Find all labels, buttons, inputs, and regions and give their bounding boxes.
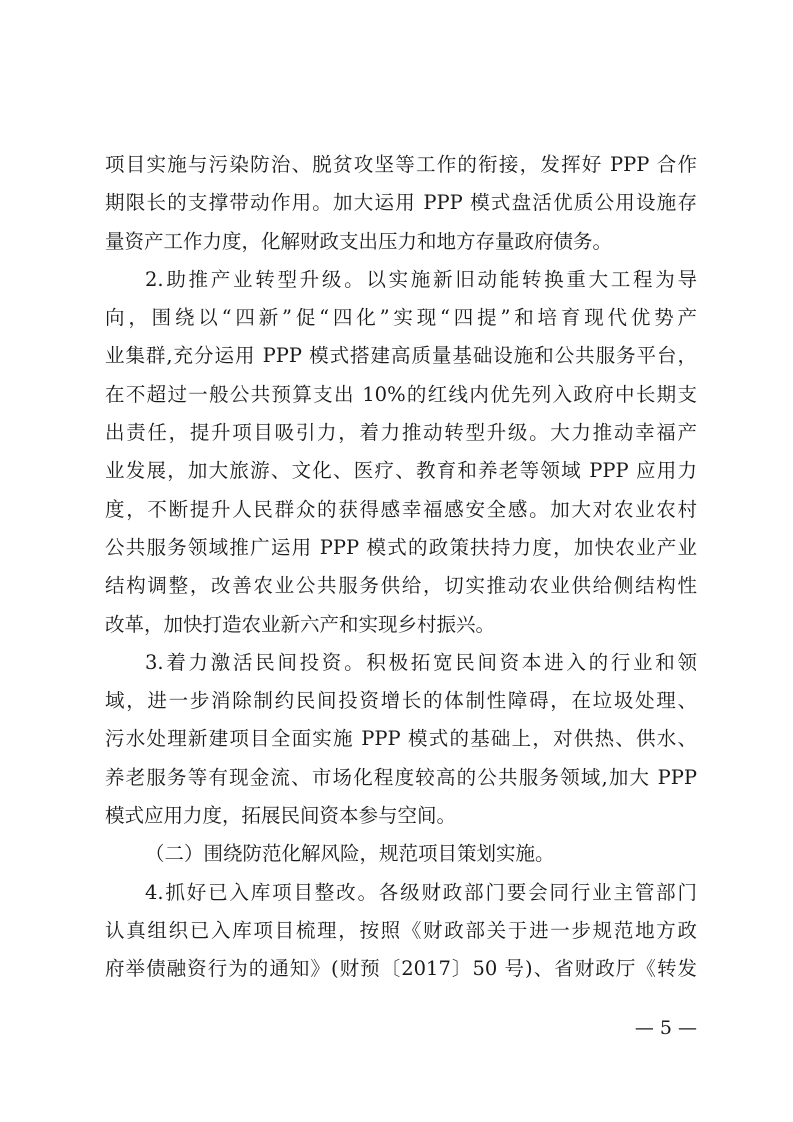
text-line: 业发展，加大旅游、文化、医疗、教育和养老等领域 PPP 应用力 (105, 459, 697, 483)
text-line: 量资产工作力度，化解财政支出压力和地方存量政府债务。 (105, 229, 613, 253)
text-line: 养老服务等有现金流、市场化程度较高的公共服务领域,加大 PPP (105, 765, 697, 789)
paragraph-4-heading-line: 4.抓好已入库项目整改。各级财政部门要会同行业主管部门 (145, 880, 697, 904)
text-line: 业集群,充分运用 PPP 模式搭建高质量基础设施和公共服务平台， (105, 344, 697, 368)
paragraph-2-heading-line: 2.助推产业转型升级。以实施新旧动能转换重大工程为导 (145, 267, 697, 291)
text-line: 改革，加快打造农业新六产和实现乡村振兴。 (105, 612, 496, 636)
page-number: — 5 — (634, 1017, 697, 1039)
text-line: 项目实施与污染防治、脱贫攻坚等工作的衔接，发挥好 PPP 合作 (105, 153, 697, 176)
text-line: 认真组织已入库项目梳理，按照《财政部关于进一步规范地方政 (105, 918, 697, 942)
text-line: 度，不断提升人民群众的获得感幸福感安全感。加大对农业农村 (105, 497, 697, 521)
body-text (105, 146, 697, 989)
text-line: 污水处理新建项目全面实施 PPP 模式的基础上，对供热、供水、 (105, 727, 697, 751)
text-line: 府举债融资行为的通知》(财预〔2017〕50 号)、省财政厅《转发 (105, 957, 697, 981)
text-line: 域，进一步消除制约民间投资增长的体制性障碍，在垃圾处理、 (105, 689, 697, 713)
text-line: 向，围绕以“四新”促“四化”实现“四提”和培育现代优势产 (105, 306, 697, 330)
paragraph-3-heading-line: 3.着力激活民间投资。积极拓宽民间资本进入的行业和领 (145, 650, 697, 674)
text-line: 期限长的支撑带动作用。加大运用 PPP 模式盘活优质公用设施存 (105, 191, 697, 215)
text-line: 公共服务领域推广运用 PPP 模式的政策扶持力度，加快农业产业 (105, 535, 697, 559)
section-heading: （二）围绕防范化解风险，规范项目策划实施。 (145, 842, 555, 866)
text-line: 模式应用力度，拓展民间资本参与空间。 (105, 804, 457, 828)
text-line: 在不超过一般公共预算支出 10%的红线内优先列入政府中长期支 (105, 382, 697, 406)
text-line: 结构调整，改善农业公共服务供给，切实推动农业供给侧结构性 (105, 574, 697, 598)
text-line: 出责任，提升项目吸引力，着力推动转型升级。大力推动幸福产 (105, 421, 697, 445)
